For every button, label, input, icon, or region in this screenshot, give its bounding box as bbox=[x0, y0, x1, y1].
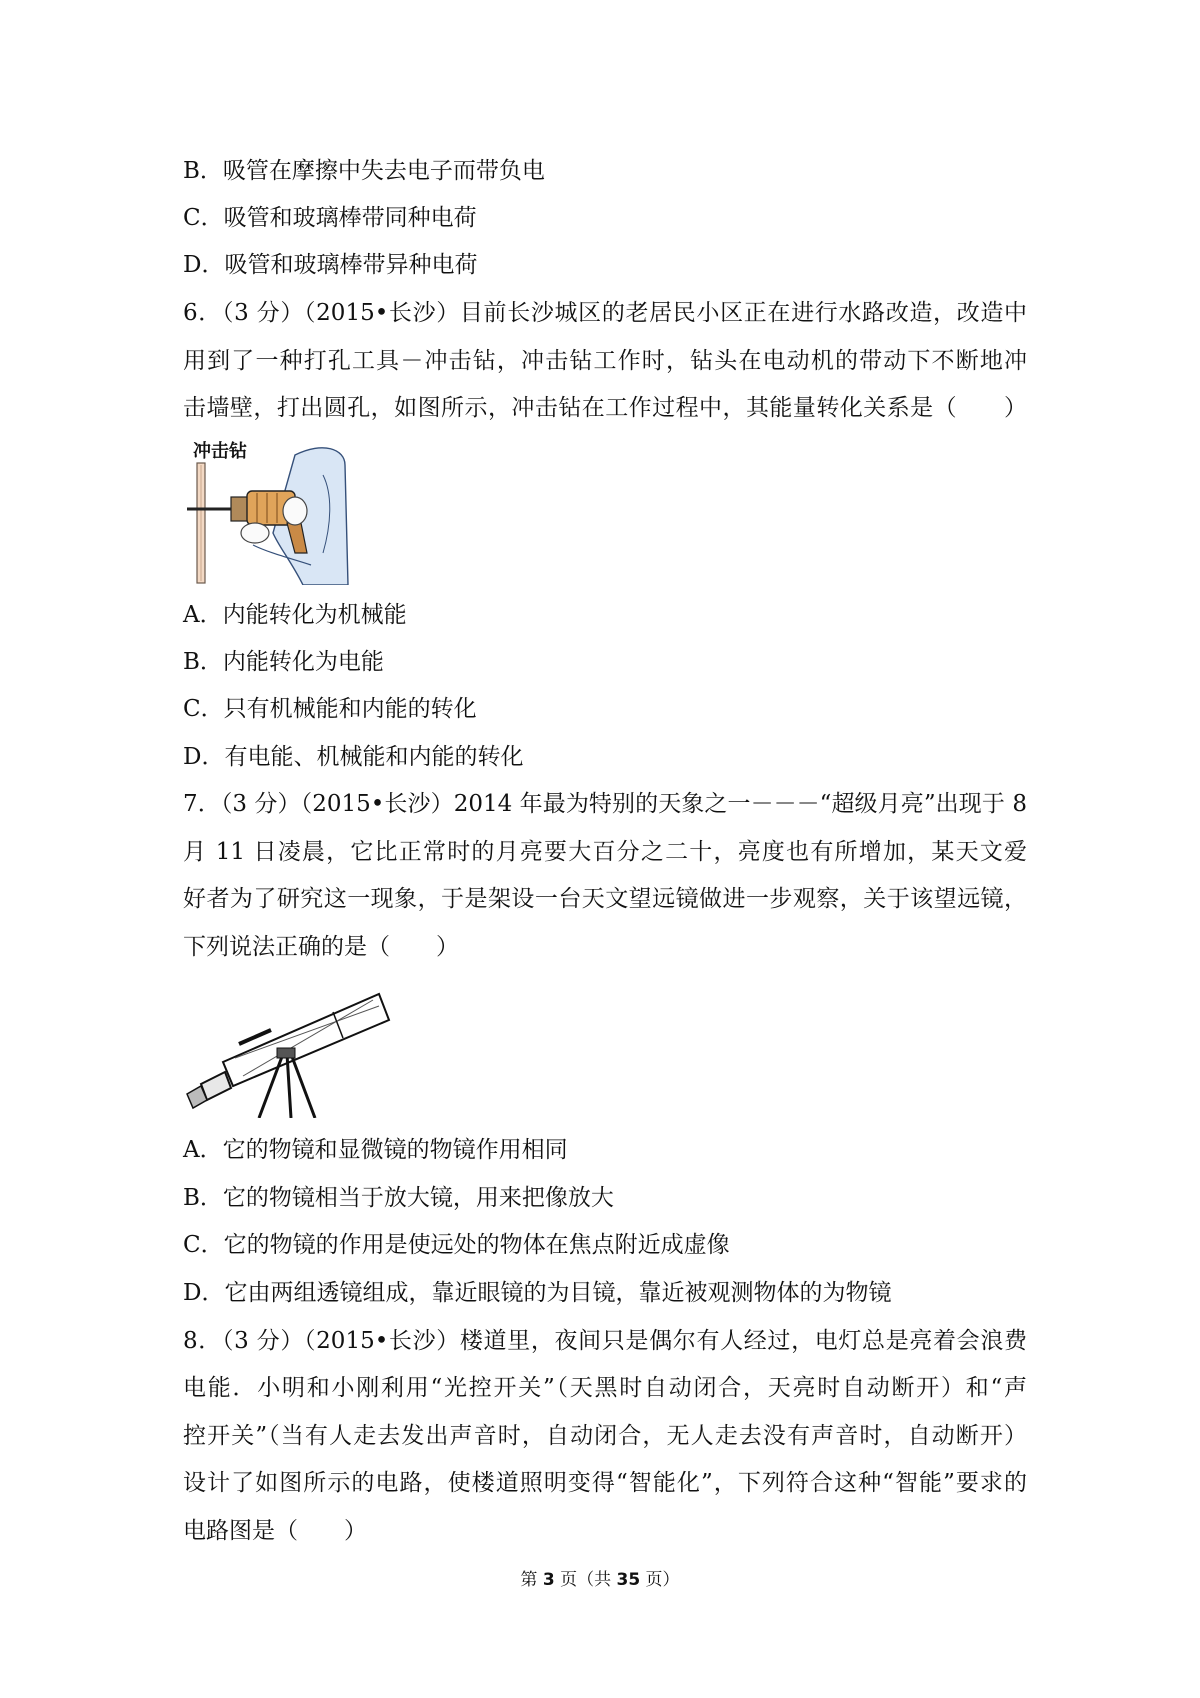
q7-stem-line-2: 月 11 日凌晨，它比正常时的月亮要大百分之二十，亮度也有所增加，某天文爱 bbox=[183, 839, 1027, 865]
impact-drill-label: 冲击钻 bbox=[193, 441, 247, 462]
q6-option-a: A．内能转化为机械能 bbox=[183, 602, 407, 628]
q5-option-c: C．吸管和玻璃棒带同种电荷 bbox=[183, 205, 477, 231]
q6-option-d: D．有电能、机械能和内能的转化 bbox=[183, 744, 524, 770]
q7-option-d: D．它由两组透镜组成，靠近眼镜的为目镜，靠近被观测物体的为物镜 bbox=[183, 1280, 892, 1306]
q6-option-b: B．内能转化为电能 bbox=[183, 649, 384, 675]
impact-drill-illustration bbox=[183, 435, 353, 585]
footer-page-number: 3 bbox=[542, 1570, 555, 1590]
impact-drill-figure bbox=[183, 435, 353, 585]
q8-stem-line-2: 电能．小明和小刚利用“光控开关”（天黑时自动闭合，天亮时自动断开）和“声 bbox=[183, 1375, 1027, 1401]
q6-option-c: C．只有机械能和内能的转化 bbox=[183, 696, 477, 722]
q6-stem-line-2: 用到了一种打孔工具－冲击钻，冲击钻工作时，钻头在电动机的带动下不断地冲 bbox=[183, 348, 1027, 374]
q8-stem-line-1: 8．（3 分）（2015•长沙）楼道里，夜间只是偶尔有人经过，电灯总是亮着会浪费 bbox=[183, 1328, 1027, 1354]
q7-stem-line-4: 下列说法正确的是（ ） bbox=[183, 934, 459, 960]
q7-stem-line-3: 好者为了研究这一现象，于是架设一台天文望远镜做进一步观察，关于该望远镜， bbox=[183, 886, 1027, 912]
q7-option-a: A．它的物镜和显微镜的物镜作用相同 bbox=[183, 1137, 568, 1163]
footer-middle: 页（共 bbox=[554, 1570, 617, 1590]
telescope-figure bbox=[183, 978, 393, 1118]
footer-total-pages: 35 bbox=[616, 1570, 641, 1590]
page-footer bbox=[0, 1565, 1200, 1590]
q7-option-b: B．它的物镜相当于放大镜，用来把像放大 bbox=[183, 1185, 614, 1211]
q5-option-d: D．吸管和玻璃棒带异种电荷 bbox=[183, 252, 478, 278]
q6-stem-line-3: 击墙壁，打出圆孔，如图所示，冲击钻在工作过程中，其能量转化关系是（ ） bbox=[183, 395, 1027, 421]
q6-stem-line-1: 6．（3 分）（2015•长沙）目前长沙城区的老居民小区正在进行水路改造，改造中 bbox=[183, 300, 1027, 326]
footer-prefix: 第 bbox=[520, 1570, 543, 1590]
q7-stem-line-1: 7．（3 分）（2015•长沙）2014 年最为特别的天象之一－－－“超级月亮”出现于 8 bbox=[183, 791, 1027, 817]
q7-option-c: C．它的物镜的作用是使远处的物体在焦点附近成虚像 bbox=[183, 1232, 730, 1258]
footer-suffix: 页） bbox=[640, 1570, 680, 1590]
q8-stem-line-4: 设计了如图所示的电路，使楼道照明变得“智能化”，下列符合这种“智能”要求的 bbox=[183, 1470, 1027, 1496]
q5-option-b: B．吸管在摩擦中失去电子而带负电 bbox=[183, 158, 545, 184]
q8-stem-line-5: 电路图是（ ） bbox=[183, 1518, 367, 1544]
telescope-illustration bbox=[183, 978, 393, 1118]
q8-stem-line-3: 控开关”（当有人走去发出声音时，自动闭合，无人走去没有声音时，自动断开） bbox=[183, 1423, 1027, 1449]
